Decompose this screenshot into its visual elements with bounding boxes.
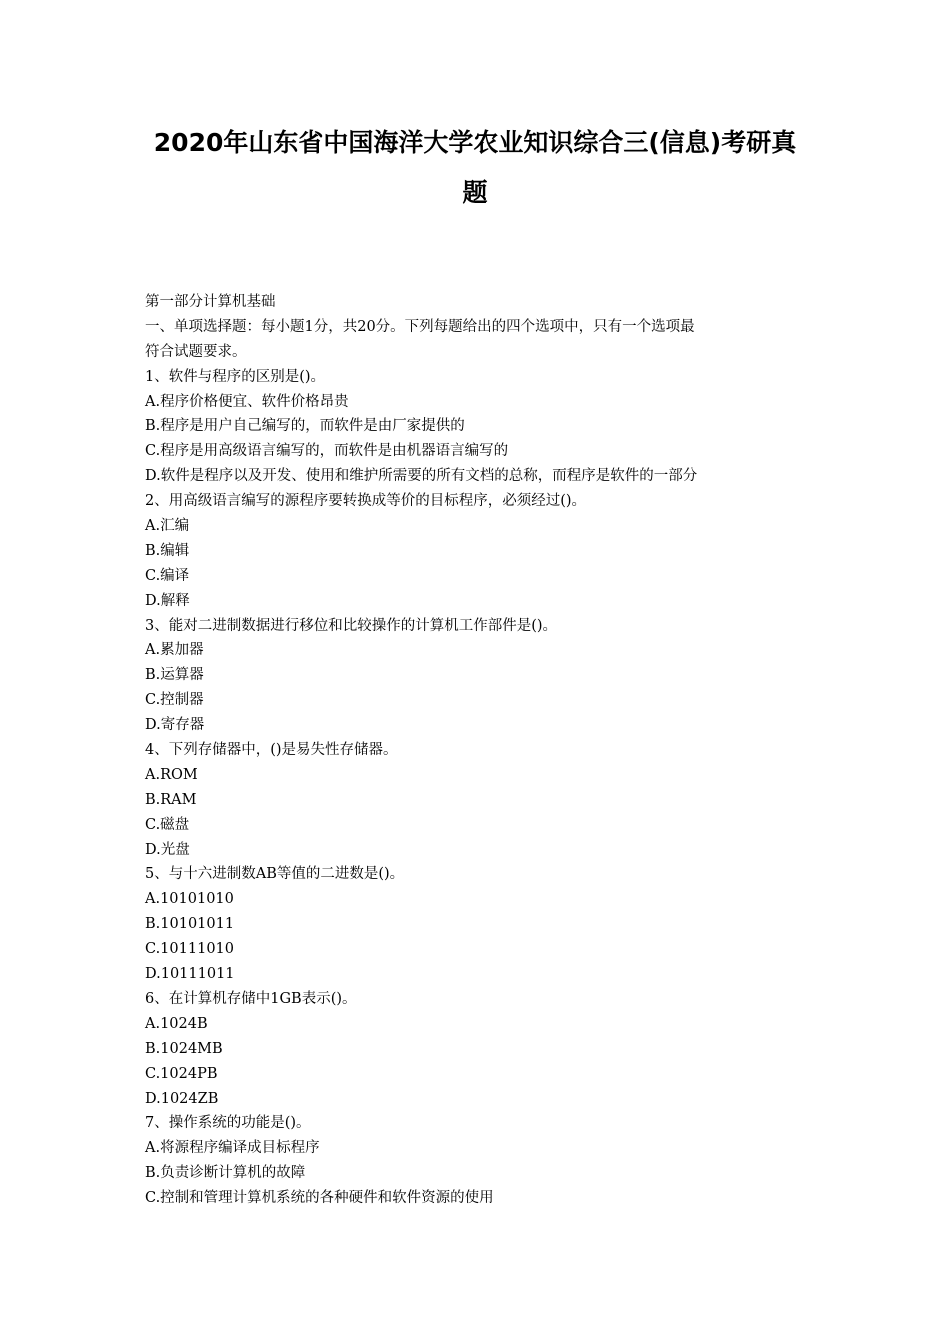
text-line: 一、单项选择题：每小题1分，共20分。下列每题给出的四个选项中，只有一个选项最: [145, 318, 695, 335]
text-line: B.RAM: [145, 791, 197, 808]
title-line-2: 题: [462, 178, 488, 207]
text-line: B.运算器: [145, 667, 204, 684]
text-line: A.汇编: [145, 518, 190, 535]
text-line: 1、软件与程序的区别是()。: [145, 368, 326, 385]
text-line: D.软件是程序以及开发、使用和维护所需要的所有文档的总称，而程序是软件的一部分: [145, 468, 698, 485]
text-line: C.磁盘: [145, 816, 190, 833]
document-body: [145, 290, 805, 1211]
title-line-1: 2020年山东省中国海洋大学农业知识综合三(信息)考研真: [153, 128, 797, 157]
text-line: A.程序价格便宜、软件价格昂贵: [145, 393, 349, 410]
text-line: B.编辑: [145, 542, 190, 559]
text-line: C.编译: [145, 567, 190, 584]
text-line: D.寄存器: [145, 717, 205, 734]
text-line: C.控制器: [145, 692, 204, 709]
text-line: B.负责诊断计算机的故障: [145, 1165, 306, 1182]
text-line: 第一部分计算机基础: [145, 294, 276, 310]
text-line: B.程序是用户自己编写的，而软件是由厂家提供的: [145, 418, 465, 435]
text-line: C.控制和管理计算机系统的各种硬件和软件资源的使用: [145, 1190, 494, 1207]
text-line: D.光盘: [145, 841, 190, 858]
document-title: [120, 118, 830, 218]
text-line: 7、操作系统的功能是()。: [145, 1115, 311, 1132]
text-line: C.10111010: [145, 941, 234, 958]
text-line: D.解释: [145, 592, 190, 609]
text-line: C.1024PB: [145, 1065, 218, 1082]
text-line: C.程序是用高级语言编写的，而软件是由机器语言编写的: [145, 443, 509, 460]
text-line: A.1024B: [145, 1015, 208, 1032]
text-line: 4、下列存储器中，()是易失性存储器。: [145, 742, 398, 759]
text-line: B.10101011: [145, 916, 235, 933]
text-line: A.10101010: [145, 891, 234, 908]
text-line: A.ROM: [145, 766, 198, 783]
text-line: 2、用高级语言编写的源程序要转换成等价的目标程序，必须经过()。: [145, 493, 587, 510]
text-line: 符合试题要求。: [145, 343, 247, 360]
text-line: A.累加器: [145, 642, 204, 659]
text-line: B.1024MB: [145, 1040, 223, 1057]
text-line: 3、能对二进制数据进行移位和比较操作的计算机工作部件是()。: [145, 617, 558, 634]
text-line: D.10111011: [145, 966, 235, 983]
text-line: 6、在计算机存储中1GB表示()。: [145, 990, 357, 1007]
text-line: A.将源程序编译成目标程序: [145, 1140, 320, 1157]
text-line: D.1024ZB: [145, 1090, 219, 1107]
text-line: 5、与十六进制数AB等值的二进数是()。: [145, 866, 405, 883]
